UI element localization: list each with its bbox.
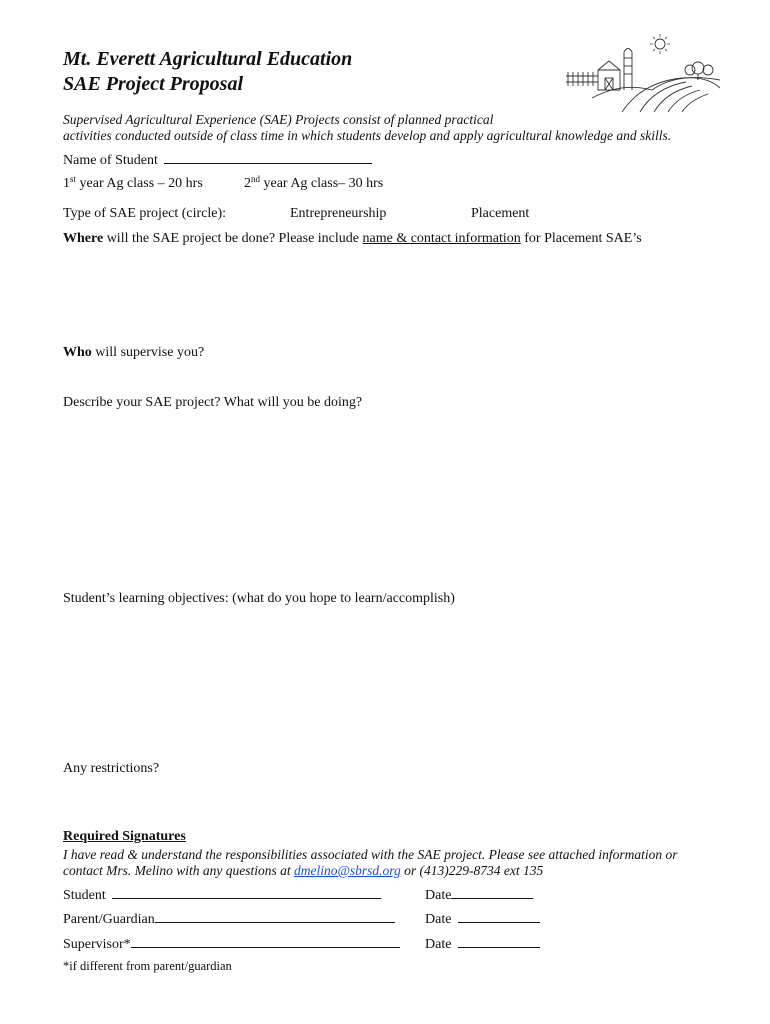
first-year-hours <box>63 175 203 193</box>
student-date-label: Date <box>425 888 452 903</box>
who-text: will supervise you? <box>91 345 205 360</box>
second-year-text: year Ag class– 30 hrs <box>260 176 384 191</box>
supervisor-signature-field[interactable] <box>131 934 400 948</box>
supervisor-date-field[interactable] <box>458 934 540 948</box>
sae-option-placement[interactable]: Placement <box>471 206 530 221</box>
supervisor-signature-row <box>63 934 400 954</box>
supervisor-date-label: Date <box>425 937 452 952</box>
student-name-row <box>63 150 372 170</box>
form-subtitle: SAE Project Proposal <box>63 73 244 95</box>
parent-signature-field[interactable] <box>155 909 395 923</box>
second-year-hours <box>244 175 383 193</box>
where-question <box>63 230 642 248</box>
student-date-row <box>425 885 533 905</box>
email-link[interactable]: dmelino@sbrsd.org <box>293 863 401 878</box>
signatures-statement-2 <box>63 862 543 879</box>
statement-suffix: or (413)229-8734 ext 135 <box>400 863 544 878</box>
farm-illustration-icon <box>562 32 722 114</box>
student-signature-row <box>63 885 381 905</box>
intro-line-2: activities conducted outside of class time in which students develop and apply agricultural knowledge and skills. <box>63 128 672 143</box>
where-tail: for Placement SAE’s <box>520 231 642 246</box>
restrictions-question: Any restrictions? <box>63 761 160 776</box>
where-text: will the SAE project be done? Please include <box>103 231 363 246</box>
who-bold: Who <box>63 345 92 360</box>
supervisor-date-row <box>425 934 540 954</box>
first-year-text: year Ag class – 20 hrs <box>76 176 203 191</box>
signatures-heading: Required Signatures <box>63 829 186 844</box>
first-year-suffix: st <box>70 174 77 184</box>
where-underlined: name & contact information <box>362 231 521 246</box>
form-title: Mt. Everett Agricultural Education <box>63 48 353 70</box>
student-date-field[interactable] <box>451 885 533 899</box>
first-year-number: 1 <box>63 176 70 191</box>
intro-line-1: Supervised Agricultural Experience (SAE) Projects consist of planned practical <box>63 112 494 127</box>
student-name-field[interactable] <box>164 150 372 164</box>
supervisor-footnote: *if different from parent/guardian <box>63 959 232 973</box>
statement-prefix: contact Mrs. Melino with any questions at <box>63 863 294 878</box>
who-question <box>63 344 204 362</box>
parent-date-label: Date <box>425 912 452 927</box>
sae-option-entrepreneurship[interactable]: Entrepreneurship <box>290 206 387 221</box>
student-signature-field[interactable] <box>112 885 381 899</box>
parent-signature-row <box>63 909 395 929</box>
objectives-question: Student’s learning objectives: (what do you hope to learn/accomplish) <box>63 591 455 606</box>
describe-question: Describe your SAE project? What will you be doing? <box>63 395 363 410</box>
second-year-suffix: nd <box>251 174 260 184</box>
parent-signature-label: Parent/Guardian <box>63 912 155 927</box>
signatures-statement-1: I have read & understand the responsibilities associated with the SAE project. Please see attached information or <box>63 847 678 862</box>
sae-type-label: Type of SAE project (circle): <box>63 206 227 221</box>
parent-date-field[interactable] <box>458 909 540 923</box>
supervisor-signature-label: Supervisor* <box>63 937 131 952</box>
student-name-label: Name of Student <box>63 153 158 168</box>
student-signature-label: Student <box>63 888 106 903</box>
parent-date-row <box>425 909 540 929</box>
where-bold: Where <box>63 231 104 246</box>
second-year-number: 2 <box>244 176 251 191</box>
